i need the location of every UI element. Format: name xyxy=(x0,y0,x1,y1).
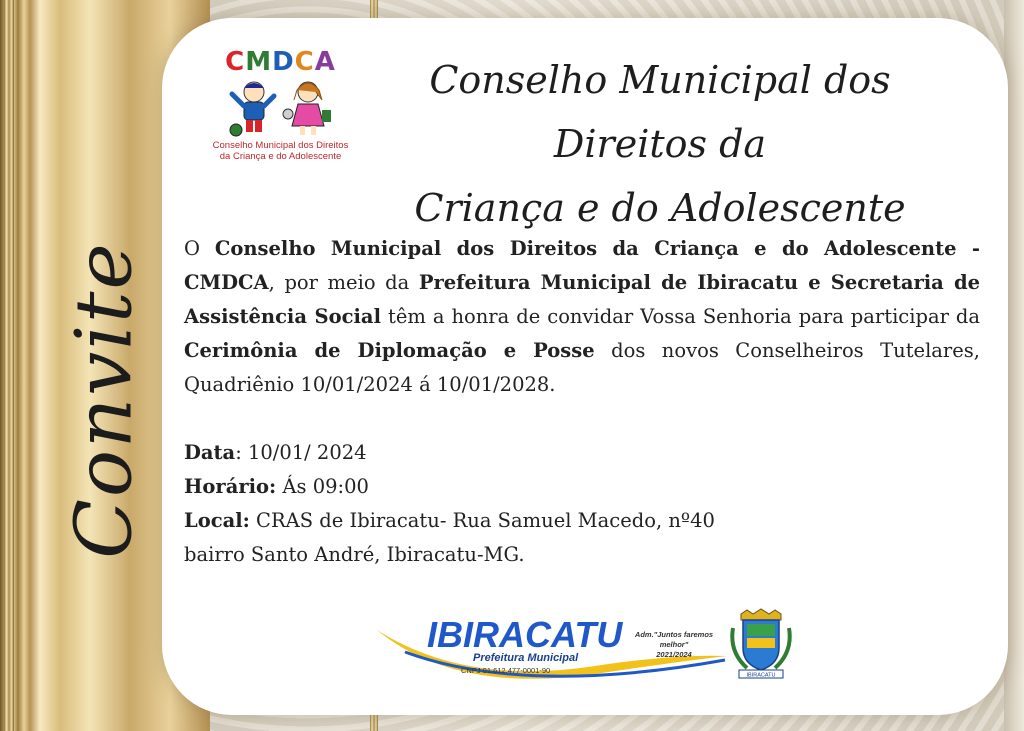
time-row xyxy=(184,470,884,504)
ibiracatu-logo xyxy=(375,608,795,684)
date-row xyxy=(184,436,884,470)
cmdca-acronym xyxy=(198,48,363,76)
time-label: Horário: xyxy=(184,475,277,498)
municipality-logo-name: IBIRACATU xyxy=(427,614,623,655)
place-row xyxy=(184,504,884,538)
municipality-name: Prefeitura Municipal de Ibiracatu e Secretaria de Assistência Social xyxy=(184,271,981,328)
municipality-logo-subtitle: Prefeitura Municipal xyxy=(473,652,579,664)
place-label: Local: xyxy=(184,509,250,532)
date-label: Data xyxy=(184,441,236,464)
text-segment: têm a honra de convidar Vossa Senhoria para participar da xyxy=(380,305,980,328)
place-line2: bairro Santo André, Ibiracatu-MG. xyxy=(184,543,525,566)
ceremony-name: Cerimônia de Diplomação e Posse xyxy=(184,339,595,362)
convite-text: Convite xyxy=(60,241,150,559)
slogan-years: 2021/2024 xyxy=(656,650,692,659)
cmdca-letter: A xyxy=(314,47,336,77)
slogan-text: Adm."Juntos faremos melhor" xyxy=(634,630,714,649)
text-segment: , por meio da xyxy=(268,271,419,294)
cmdca-caption-line1: Conselho Municipal dos Direitos xyxy=(212,140,349,151)
gold-stripe-left xyxy=(4,0,14,731)
slogan xyxy=(621,630,727,660)
cmdca-letter: C xyxy=(294,47,315,77)
page-title xyxy=(360,48,960,240)
crest-banner-text: IBIRACATU xyxy=(746,672,776,679)
place-value: CRAS de Ibiracatu- Rua Samuel Macedo, nº40 xyxy=(249,509,715,532)
text-segment: O xyxy=(184,237,215,260)
cmdca-caption-line2: da Criança e do Adolescente xyxy=(219,151,342,162)
text-segment: dos novos Conselheiros Tutelares, Quadriênio 10/01/2024 á 10/01/2028. xyxy=(184,339,980,396)
invitation-paragraph xyxy=(184,232,980,402)
convite-vertical-title xyxy=(25,241,185,559)
cmdca-logo xyxy=(198,48,363,173)
coat-of-arms-icon xyxy=(727,608,795,680)
council-name: Conselho Municipal dos Direitos da Criança e do Adolescente - CMDCA xyxy=(184,237,980,294)
cmdca-letter: C xyxy=(225,47,246,77)
title-line1: Conselho Municipal dos Direitos da xyxy=(429,58,891,166)
children-illustration-icon xyxy=(216,78,346,140)
event-details xyxy=(184,436,884,572)
title-line2: Criança e do Adolescente xyxy=(414,186,906,230)
cmdca-letter: D xyxy=(272,47,295,77)
date-value: : 10/01/ 2024 xyxy=(235,441,367,464)
cmdca-letter: M xyxy=(245,47,273,77)
cmdca-caption xyxy=(198,140,363,162)
cnpj-text: CNPJ 01.612.477-0001-90 xyxy=(461,666,551,675)
time-value: Ás 09:00 xyxy=(276,475,369,498)
